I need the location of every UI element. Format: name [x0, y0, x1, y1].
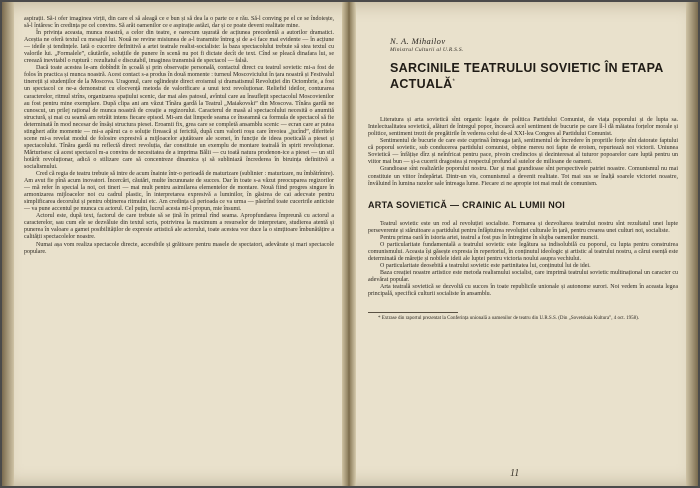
right-binding-edge [686, 2, 698, 486]
article-title-text: SARCINILE TEATRULUI SOVIETIC ÎN ETAPA ACTUALĂ [390, 61, 664, 92]
right-page [368, 16, 678, 322]
book-spread [2, 2, 698, 486]
left-paragraph: Dacă toate acestea le-am dobîndit în școală și prin observație personală, contactul direct cu teatrul sovietic mi-a fost de folos în practica și munca noastră. Acest contact s-a produs în două momente : turneul Moscoviciului în țara noastră și Festivalul tinereții și studenților de la Moscova. Uragonul, care oglindește direct eroismul și dramatismul Revoluției din Octombrie, a fost un spectacol ce ne-a demonstrat cu elocvență metoda de valorificare a unui text revoluționar. Reliefid ideilor, conturarea caracterelor, ritmul strîns, organizarea spațiului scenic, dar mai ales patosul, avîntul care au însuflețit spectacolul Moscovienilor au fost pentru mine exemplare. După clipa ani am văzut Tînăra gardă la Teatrul „Maiakovski” din Moscova. Tînăra gardă ne cunoscut, un prilej rațional de munca noastră de creație a regizorului. Caracterul de masă al spectacolului necesită o anumită structură, și mai cu seamă am retrăit intens fiecare episod. Mi-am dat limpede seama ce înseamnă ca formula de spectacol să fie determinată în mod necesar de însăși structura piesei. Eroamii fix, grea care se completă ansamblu scenic — ecran care ar putea stinghert atîte momente — mi-a apărut ca o soluție firească și fericită, după cum valorii roșu care învoiea „jucînd”, diferitele scene mi-a revelat modul de folosire expresivă a mijloacelor ajutătoare ale scenei, în funcție de ideea poeticală a piesei și spectacolului. Tînăra gardă nu reflectă direct revoluția, dar constituie un exemplu de montare teatrală în spirit revoluționar. Mărturisesc că acest spectacol m-a convins de necesitatea de a imprima Bălii — cu toată natura prodenon-ice a piesei — un stil hotărît revoluționar, adică o stilizare care să concentreze dinamica și să subliniază încrederea în biruința definitivă a socialismului. [24, 65, 334, 170]
section-paragraph: O particularitate fundamentală a teatrului sovietic este legătura sa indisolubilă cu poporul, cu lupta pentru construirea comunismului. Aceasta își găsește expresia în repertoriul, în conținutul ideologic și artistic al teatrului nostru, a cărui esență este determinată de măreție și nobilele ideii ale luptei pentru victoria noului asupra vechiului. [368, 241, 678, 262]
left-page-text [24, 16, 334, 256]
intro-paragraph: Sentimentul de bucurie de care este cuprinsă întreaga țară, sentimentul de încredere în propriile forțe sînt datorate faptului că poporul sovietic, sub conducerea partidului comunist, obține mereu noi fapte de eroism, repurtează noi victorii. Uniunea Sovietică — înfățișe dîrz și neînfricat pentru pace, pivoin credincios și dezinteresat al tuturor popoarelor care luptă pentru un viitor mai bun — și-a cucerit dragostea și respectul profund al sutelor de milioane de oameni. [368, 138, 678, 166]
left-paragraph: În privința aceasta, munca noastră, a celor din teatre, e oarecum ușurată de acțiunea precedentă a autorilor dramatici. Aceștia ne oferă textul cu mesajul lui. Nouă ne revine misiunea de a-l transmite întreg și de a-i face mai evidente — în acțiune — ideile și tendințele. Iată o cucerire definitivă a artei teatrale realist-socialiste: la baza spectacolului trebuie să stea textul cu valorile lui. „Formalele”, căutările, soluțiile de punere în scenă nu pot fi dictate decît de text. Cînd se pleacă dinafara lui, se creează inevitabil o ruptură : rezultatul e discutabil, imaginea transmisă de spectacol — falsă. [24, 30, 334, 65]
section-paragraph: Baza creației noastre artistice este metoda realismului socialist, care imprimă teatrului sovietic multinațional un caracter cu adevărat popular. [368, 270, 678, 284]
article-title [390, 61, 678, 91]
left-paragraph: Actorul este, după text, factorul de care trebuie să se țină în primul rînd seama. Apropfundarea împreună cu actorul a caracterelor, sau cum ele se dezvăluie din textul scris, potrivirea la maximum a resurselor de interpretare, studierea atentă și punerea în valoare a gamei posibilităților de expresie artistică ale actorului, toate acestea vor duce la o simțitoare îmbunătățire a calității spectacolelor noastre. [24, 213, 334, 241]
left-binding-edge [2, 2, 14, 486]
left-paragraph: aspirații. Să-i ofer imaginea virții, din care el să aleagă ce e bun și să dea la o parte ce e rău. Să-l conving pe el ce se îndoiește, să-l întăresc în credința pe cel convins. Să arăt oamenilor ce e aspirație astăzi, dar și ce poate deveni realitate mine. [24, 16, 334, 30]
author-affiliation: Ministrul Culturii al U.R.S.S. [390, 47, 464, 53]
page-number: 11 [510, 468, 520, 479]
book-gutter [342, 2, 356, 486]
left-page [24, 16, 334, 256]
section-paragraph: Arta teatrală sovietică se dezvoltă cu succes în toate republicile unionale și autonome surori. Noi vedem în aceasta legea principală, specifică culturii socialiste în ansamblu. [368, 284, 678, 298]
left-paragraph: Cred că regia de teatru trebuie să intre de acum înainte într-o perioadă de maturizare (sublinier : maturizare, nu îmbătrînire). Am avut fie pînă acum inovatori. Încercări, căutări, multe încununate de succes. Dar în toate s-a văzut preocuparea regizorilor — mă refer în special la noi, cei tineri — mai mult pentru asimilarea elementelor de montare. Nouă fiind progres singure în armonizarea mijloacelor noi cu cadrul plastic, în interpretarea expresivă a luminilor, în găsirea de cai adecvate pentru simplificarea decorului și pentru obținerea ritmului etc. Am credința că perioada ce va urma — păstrînd toate cuceririle anticiste — va pune accentul pe munca cu actorul. Cel puțin, lucrul acesta mi-l propun, mie însumi. [24, 171, 334, 213]
left-paragraph: Numai așa vom realiza spectacole directe, accesibile și grăitoare pentru masele de spectatori, adevărate și mari spectacole populare. [24, 241, 334, 255]
section-paragraph: Pentru prima oară în istoria artei, teatrul a fost pus în întregime în slujba oamenilor muncii. [380, 234, 599, 241]
footnote: * Extrase din raportul prezentat la Conferința unională a oamenilor de teatru din U.R.S.S. (Din „Sovetskaia Kultura”, 4 oct. 1958). [378, 316, 640, 322]
right-page-text [368, 117, 678, 322]
intro-paragraph: Grandioase sînt realizările poporului nostru. Dar și mai grandioase sînt perspectivele patriei noastre. Comunismul nu mai constituie un viitor îndepărtat. Dintr-un vis, comunismul a devenit realitate. Tot mai sus se înalță soarele victoriei noastre, învăluind în lumina razelor sale întreaga lume. Fiecare zi ne apropie tot mai mult de comunism. [368, 166, 678, 187]
footnote-mark: * [452, 79, 456, 85]
section-heading: ARTA SOVIETICĂ — CRAINIC AL LUMII NOI [368, 199, 566, 210]
footnote-divider [368, 312, 458, 313]
intro-paragraph: Literatura și arta sovietică sînt organic legate de politica Partidului Comunist, de viața poporului și de lupta sa. Intelectualitatea sovietică, alături de întregul popor, încearcă acel sentiment de bucurie pe care îl-l dă măiatea forțelor morale și politice, sentiment trezit de pregătirile în vederea celui de-al XXI-lea Congres al Partidului Comunist. [368, 117, 678, 138]
article-author: N. A. Mihailov [390, 36, 446, 46]
section-paragraph: Teatrul sovietic este un rod al revoluției socialiste. Formarea și dezvoltarea teatrului nostru sînt rezultatul unei lupte perseverente și stăruitoare a partidului pentru înfăptuirea revoluției culturale în țară, pentru crearea unei culturi noi, socialiste. [368, 220, 678, 234]
section-paragraph: O particularitate deosebită a teatrului sovietic este partinitatea lui, conținutul lui de idei. [380, 262, 591, 269]
